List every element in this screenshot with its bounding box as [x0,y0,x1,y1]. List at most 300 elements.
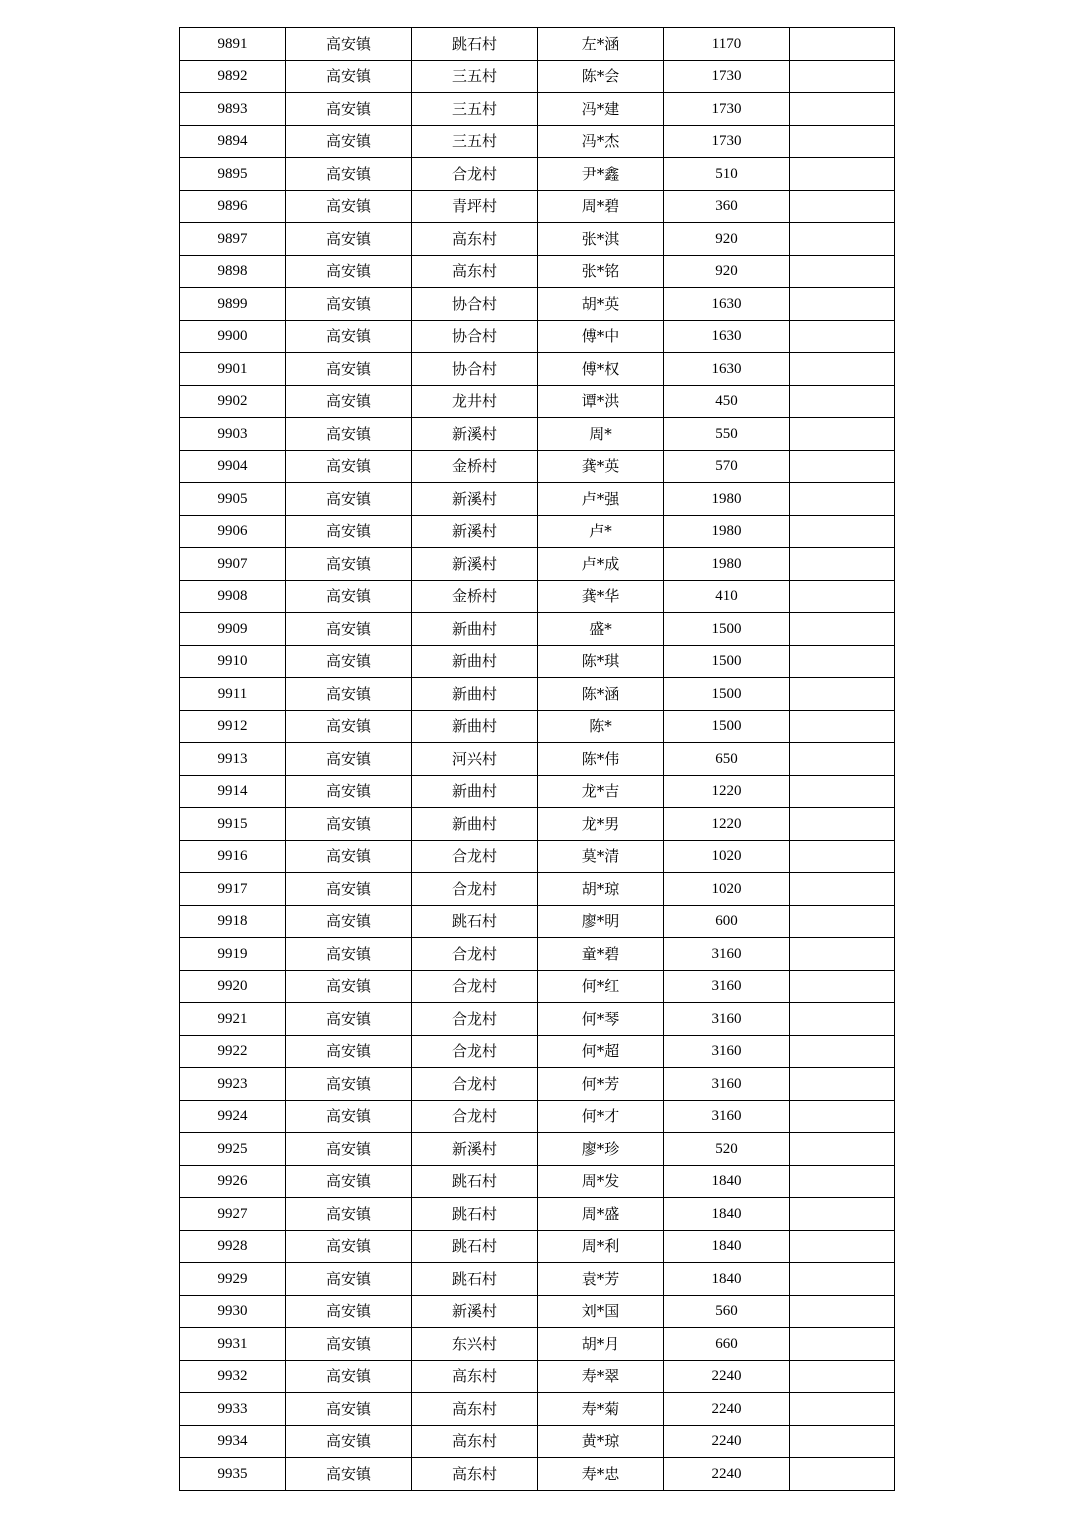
table-row [180,938,895,971]
cell-amount: 1840 [664,1165,790,1198]
cell-remark [790,158,895,191]
cell-remark [790,1328,895,1361]
table-row [180,905,895,938]
cell-town: 高安镇 [286,743,412,776]
cell-seq-no: 9909 [180,613,286,646]
cell-remark [790,613,895,646]
table-row [180,548,895,581]
table-row [180,1328,895,1361]
cell-name: 胡*英 [538,288,664,321]
cell-seq-no: 9896 [180,190,286,223]
cell-remark [790,1425,895,1458]
cell-town: 高安镇 [286,938,412,971]
cell-seq-no: 9926 [180,1165,286,1198]
cell-town: 高安镇 [286,1230,412,1263]
table-row [180,450,895,483]
cell-amount: 520 [664,1133,790,1166]
cell-village: 新溪村 [412,483,538,516]
cell-amount: 1730 [664,93,790,126]
cell-seq-no: 9908 [180,580,286,613]
table-row [180,158,895,191]
cell-seq-no: 9911 [180,678,286,711]
cell-seq-no: 9922 [180,1035,286,1068]
cell-amount: 660 [664,1328,790,1361]
cell-name: 盛* [538,613,664,646]
cell-village: 合龙村 [412,158,538,191]
table-row [180,320,895,353]
cell-village: 合龙村 [412,970,538,1003]
table-row [180,1165,895,1198]
cell-seq-no: 9895 [180,158,286,191]
cell-seq-no: 9907 [180,548,286,581]
cell-village: 高东村 [412,1360,538,1393]
cell-remark [790,775,895,808]
table-row [180,418,895,451]
cell-seq-no: 9923 [180,1068,286,1101]
table-row [180,255,895,288]
table-row [180,28,895,61]
cell-name: 周*发 [538,1165,664,1198]
cell-remark [790,1198,895,1231]
cell-town: 高安镇 [286,255,412,288]
cell-amount: 360 [664,190,790,223]
cell-town: 高安镇 [286,548,412,581]
table-row [180,1360,895,1393]
table-row [180,483,895,516]
cell-town: 高安镇 [286,125,412,158]
cell-amount: 1630 [664,353,790,386]
cell-name: 周* [538,418,664,451]
table-row [180,840,895,873]
cell-seq-no: 9915 [180,808,286,841]
cell-name: 何*芳 [538,1068,664,1101]
table-row [180,1198,895,1231]
cell-amount: 1020 [664,840,790,873]
cell-town: 高安镇 [286,28,412,61]
cell-name: 陈*会 [538,60,664,93]
cell-seq-no: 9913 [180,743,286,776]
cell-village: 新溪村 [412,418,538,451]
cell-village: 龙井村 [412,385,538,418]
cell-name: 陈* [538,710,664,743]
cell-seq-no: 9897 [180,223,286,256]
cell-seq-no: 9904 [180,450,286,483]
cell-seq-no: 9927 [180,1198,286,1231]
table-row [180,613,895,646]
cell-town: 高安镇 [286,1425,412,1458]
cell-town: 高安镇 [286,60,412,93]
cell-village: 东兴村 [412,1328,538,1361]
cell-remark [790,1295,895,1328]
table-body [180,28,895,1491]
cell-town: 高安镇 [286,515,412,548]
table-row [180,873,895,906]
table-row [180,288,895,321]
cell-seq-no: 9919 [180,938,286,971]
cell-remark [790,808,895,841]
cell-amount: 550 [664,418,790,451]
cell-remark [790,1458,895,1491]
cell-amount: 1980 [664,515,790,548]
cell-remark [790,743,895,776]
cell-village: 跳石村 [412,1263,538,1296]
table-row [180,515,895,548]
cell-village: 新溪村 [412,515,538,548]
cell-amount: 410 [664,580,790,613]
cell-seq-no: 9902 [180,385,286,418]
cell-seq-no: 9929 [180,1263,286,1296]
cell-remark [790,678,895,711]
cell-amount: 1020 [664,873,790,906]
cell-amount: 3160 [664,938,790,971]
cell-amount: 1840 [664,1230,790,1263]
cell-remark [790,710,895,743]
cell-name: 张*铭 [538,255,664,288]
table-row [180,1068,895,1101]
cell-seq-no: 9928 [180,1230,286,1263]
cell-name: 尹*鑫 [538,158,664,191]
cell-name: 傅*中 [538,320,664,353]
cell-name: 寿*翠 [538,1360,664,1393]
cell-remark [790,1393,895,1426]
cell-remark [790,418,895,451]
cell-town: 高安镇 [286,1133,412,1166]
table-row [180,1035,895,1068]
cell-remark [790,515,895,548]
cell-village: 金桥村 [412,450,538,483]
table-row [180,1003,895,1036]
cell-amount: 450 [664,385,790,418]
cell-remark [790,353,895,386]
cell-town: 高安镇 [286,385,412,418]
cell-village: 高东村 [412,255,538,288]
cell-village: 跳石村 [412,1230,538,1263]
cell-town: 高安镇 [286,1458,412,1491]
cell-name: 刘*国 [538,1295,664,1328]
cell-village: 新溪村 [412,1295,538,1328]
cell-amount: 1170 [664,28,790,61]
cell-name: 龙*男 [538,808,664,841]
cell-remark [790,1230,895,1263]
table-row [180,190,895,223]
cell-remark [790,320,895,353]
cell-seq-no: 9921 [180,1003,286,1036]
cell-name: 周*盛 [538,1198,664,1231]
cell-amount: 1500 [664,710,790,743]
table-row [180,1230,895,1263]
cell-amount: 2240 [664,1425,790,1458]
cell-village: 三五村 [412,60,538,93]
cell-town: 高安镇 [286,1295,412,1328]
cell-town: 高安镇 [286,970,412,1003]
cell-village: 三五村 [412,93,538,126]
cell-remark [790,385,895,418]
cell-name: 谭*洪 [538,385,664,418]
table-row [180,580,895,613]
table-row [180,385,895,418]
cell-amount: 1730 [664,60,790,93]
cell-amount: 560 [664,1295,790,1328]
cell-name: 何*琴 [538,1003,664,1036]
cell-village: 合龙村 [412,1035,538,1068]
cell-remark [790,28,895,61]
cell-amount: 1220 [664,775,790,808]
cell-seq-no: 9894 [180,125,286,158]
cell-seq-no: 9918 [180,905,286,938]
cell-village: 跳石村 [412,905,538,938]
cell-amount: 1980 [664,548,790,581]
cell-seq-no: 9930 [180,1295,286,1328]
cell-remark [790,1003,895,1036]
cell-amount: 1220 [664,808,790,841]
cell-seq-no: 9933 [180,1393,286,1426]
cell-remark [790,255,895,288]
cell-amount: 1980 [664,483,790,516]
cell-amount: 1630 [664,288,790,321]
cell-village: 高东村 [412,1425,538,1458]
cell-remark [790,1100,895,1133]
cell-remark [790,1133,895,1166]
cell-remark [790,1165,895,1198]
cell-town: 高安镇 [286,710,412,743]
cell-name: 冯*建 [538,93,664,126]
cell-town: 高安镇 [286,223,412,256]
cell-town: 高安镇 [286,873,412,906]
cell-seq-no: 9892 [180,60,286,93]
cell-town: 高安镇 [286,1165,412,1198]
cell-remark [790,970,895,1003]
table-row [180,743,895,776]
cell-seq-no: 9931 [180,1328,286,1361]
cell-name: 陈*琪 [538,645,664,678]
cell-seq-no: 9917 [180,873,286,906]
cell-name: 周*利 [538,1230,664,1263]
table-row [180,1295,895,1328]
cell-town: 高安镇 [286,1263,412,1296]
cell-remark [790,125,895,158]
cell-village: 协合村 [412,353,538,386]
table-row [180,1263,895,1296]
cell-amount: 1840 [664,1198,790,1231]
cell-seq-no: 9893 [180,93,286,126]
cell-seq-no: 9899 [180,288,286,321]
cell-name: 左*涵 [538,28,664,61]
cell-town: 高安镇 [286,808,412,841]
cell-name: 陈*伟 [538,743,664,776]
cell-remark [790,223,895,256]
cell-name: 寿*菊 [538,1393,664,1426]
cell-remark [790,483,895,516]
cell-name: 龚*英 [538,450,664,483]
cell-town: 高安镇 [286,450,412,483]
table-row [180,808,895,841]
cell-seq-no: 9925 [180,1133,286,1166]
cell-amount: 3160 [664,1100,790,1133]
cell-town: 高安镇 [286,645,412,678]
cell-village: 跳石村 [412,1165,538,1198]
cell-name: 冯*杰 [538,125,664,158]
cell-remark [790,60,895,93]
cell-amount: 1730 [664,125,790,158]
cell-name: 卢*成 [538,548,664,581]
cell-amount: 920 [664,255,790,288]
cell-name: 胡*琼 [538,873,664,906]
cell-amount: 600 [664,905,790,938]
cell-seq-no: 9924 [180,1100,286,1133]
table-row [180,60,895,93]
cell-village: 协合村 [412,288,538,321]
cell-town: 高安镇 [286,580,412,613]
cell-village: 合龙村 [412,1003,538,1036]
cell-amount: 3160 [664,1003,790,1036]
cell-seq-no: 9901 [180,353,286,386]
cell-seq-no: 9906 [180,515,286,548]
cell-village: 河兴村 [412,743,538,776]
cell-name: 莫*清 [538,840,664,873]
cell-name: 龚*华 [538,580,664,613]
cell-remark [790,938,895,971]
table-row [180,678,895,711]
cell-town: 高安镇 [286,353,412,386]
cell-village: 新溪村 [412,1133,538,1166]
cell-remark [790,1035,895,1068]
cell-village: 青坪村 [412,190,538,223]
cell-town: 高安镇 [286,288,412,321]
cell-remark [790,1263,895,1296]
cell-village: 新曲村 [412,775,538,808]
cell-name: 卢* [538,515,664,548]
cell-amount: 3160 [664,970,790,1003]
cell-amount: 3160 [664,1035,790,1068]
table-row [180,1100,895,1133]
table-row [180,1393,895,1426]
cell-village: 协合村 [412,320,538,353]
cell-village: 高东村 [412,223,538,256]
table-row [180,223,895,256]
cell-remark [790,873,895,906]
table-row [180,775,895,808]
cell-remark [790,288,895,321]
cell-amount: 1500 [664,613,790,646]
cell-seq-no: 9932 [180,1360,286,1393]
cell-seq-no: 9935 [180,1458,286,1491]
cell-village: 合龙村 [412,938,538,971]
cell-name: 廖*珍 [538,1133,664,1166]
cell-name: 张*淇 [538,223,664,256]
cell-village: 新曲村 [412,678,538,711]
cell-name: 胡*月 [538,1328,664,1361]
cell-name: 黄*琼 [538,1425,664,1458]
cell-seq-no: 9891 [180,28,286,61]
cell-seq-no: 9912 [180,710,286,743]
cell-village: 新溪村 [412,548,538,581]
cell-amount: 2240 [664,1360,790,1393]
cell-seq-no: 9920 [180,970,286,1003]
cell-name: 周*碧 [538,190,664,223]
cell-name: 何*才 [538,1100,664,1133]
cell-town: 高安镇 [286,905,412,938]
cell-village: 合龙村 [412,1100,538,1133]
cell-town: 高安镇 [286,1393,412,1426]
cell-village: 新曲村 [412,613,538,646]
cell-town: 高安镇 [286,1100,412,1133]
cell-town: 高安镇 [286,840,412,873]
cell-name: 何*超 [538,1035,664,1068]
cell-remark [790,190,895,223]
cell-seq-no: 9910 [180,645,286,678]
cell-remark [790,548,895,581]
cell-village: 合龙村 [412,873,538,906]
cell-village: 新曲村 [412,710,538,743]
cell-name: 寿*忠 [538,1458,664,1491]
cell-village: 合龙村 [412,1068,538,1101]
cell-remark [790,93,895,126]
cell-seq-no: 9914 [180,775,286,808]
table-row [180,1425,895,1458]
cell-amount: 3160 [664,1068,790,1101]
cell-remark [790,840,895,873]
cell-town: 高安镇 [286,1003,412,1036]
cell-remark [790,1068,895,1101]
table-row [180,1133,895,1166]
table-row [180,710,895,743]
cell-name: 卢*强 [538,483,664,516]
cell-seq-no: 9916 [180,840,286,873]
cell-town: 高安镇 [286,1328,412,1361]
cell-seq-no: 9903 [180,418,286,451]
cell-seq-no: 9898 [180,255,286,288]
cell-amount: 920 [664,223,790,256]
table-row [180,1458,895,1491]
cell-amount: 2240 [664,1458,790,1491]
cell-amount: 1840 [664,1263,790,1296]
cell-amount: 510 [664,158,790,191]
cell-name: 廖*明 [538,905,664,938]
cell-village: 新曲村 [412,645,538,678]
cell-town: 高安镇 [286,418,412,451]
cell-town: 高安镇 [286,190,412,223]
cell-town: 高安镇 [286,1068,412,1101]
cell-town: 高安镇 [286,93,412,126]
cell-remark [790,905,895,938]
cell-village: 金桥村 [412,580,538,613]
cell-village: 跳石村 [412,28,538,61]
cell-village: 高东村 [412,1393,538,1426]
cell-town: 高安镇 [286,1035,412,1068]
cell-village: 高东村 [412,1458,538,1491]
cell-name: 陈*涵 [538,678,664,711]
cell-seq-no: 9934 [180,1425,286,1458]
cell-remark [790,645,895,678]
cell-town: 高安镇 [286,158,412,191]
cell-remark [790,450,895,483]
cell-amount: 1500 [664,645,790,678]
cell-village: 三五村 [412,125,538,158]
cell-name: 傅*权 [538,353,664,386]
table-row [180,645,895,678]
cell-town: 高安镇 [286,1360,412,1393]
table-row [180,353,895,386]
table-row [180,125,895,158]
cell-town: 高安镇 [286,483,412,516]
cell-town: 高安镇 [286,775,412,808]
cell-seq-no: 9905 [180,483,286,516]
table-row [180,93,895,126]
cell-name: 童*碧 [538,938,664,971]
cell-remark [790,1360,895,1393]
cell-name: 龙*吉 [538,775,664,808]
table-row [180,970,895,1003]
